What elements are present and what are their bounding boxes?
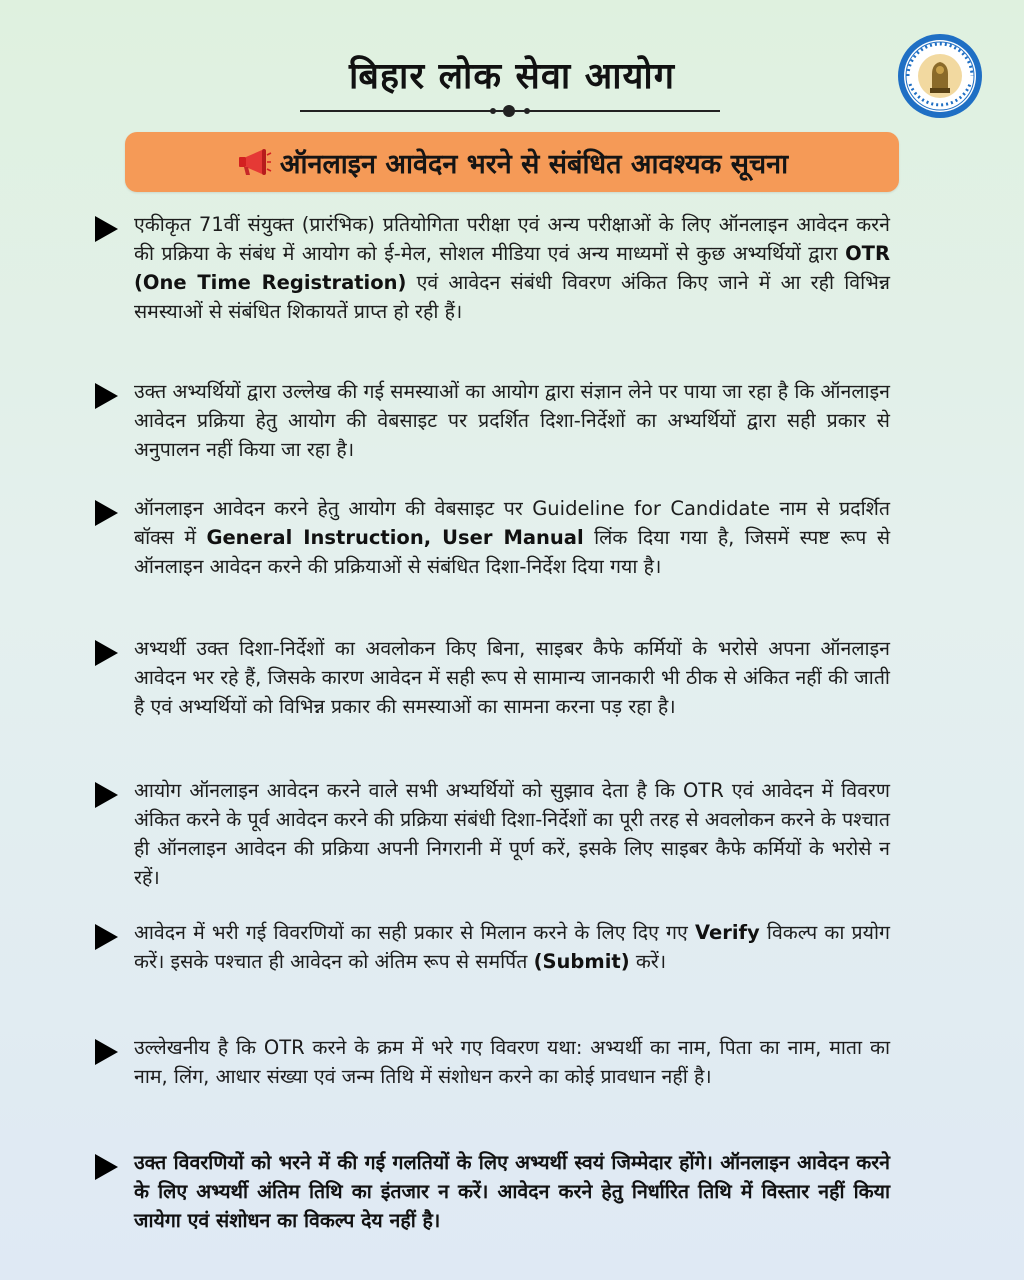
notice-banner: [125, 132, 899, 192]
banner-text: ऑनलाइन आवेदन भरने से संबंधित आवश्यक सूचना: [279, 148, 789, 180]
point-text-emphasis: उक्त विवरणियों को भरने में की गई गलतियों के लिए अभ्यर्थी स्वयं जिम्मेदार होंगे। ऑनलाइन आवेदन करने के लिए अभ्यर्थी अंतिम तिथि का इंतजार न करें। आवेदन करने हेतु निर्धारित तिथि में विस्तार नहीं किया जायेगा एवं संशोधन का विकल्प देय नहीं है।: [134, 1151, 890, 1232]
play-arrow-icon: [92, 780, 120, 810]
play-arrow-icon: [92, 1152, 120, 1182]
play-arrow-icon: [92, 214, 120, 244]
list-item: [90, 918, 890, 976]
point-text: आयोग ऑनलाइन आवेदन करने वाले सभी अभ्यर्थियों को सुझाव देता है कि OTR एवं आवेदन में विवरण अंकित करने के पूर्व आवेदन करने की प्रक्रिया संबंधी दिशा-निर्देशों का पूरी तरह से अवलोकन करने के पश्चात ही ऑनलाइन आवेदन की प्रक्रिया अपनी निगरानी में पूर्ण करें, इसके लिए साइबर कैफे कर्मियों के भरोसे न रहें।: [134, 779, 890, 889]
list-item: [90, 634, 890, 721]
list-item: [90, 377, 890, 464]
list-item: [90, 210, 890, 326]
point-text: ऑनलाइन आवेदन करने हेतु आयोग की वेबसाइट पर Guideline for Candidate नाम से प्रदर्शित बॉक्स में General Instruction, User Manual लिंक दिया गया है, जिसमें स्पष्ट रूप से ऑनलाइन आवेदन करने की प्रक्रियाओं से संबंधित दिशा-निर्देश दिया गया है।: [134, 497, 890, 578]
title-underline: [300, 104, 720, 118]
point-text: आवेदन में भरी गई विवरणियों का सही प्रकार से मिलान करने के लिए दिए गए Verify विकल्प का प्रयोग करें। इसके पश्चात ही आवेदन को अंतिम रूप से समर्पित (Submit) करें।: [134, 921, 890, 973]
point-text: अभ्यर्थी उक्त दिशा-निर्देशों का अवलोकन किए बिना, साइबर कैफे कर्मियों के भरोसे अपना ऑनलाइन आवेदन भर रहे हैं, जिसके कारण आवेदन में सही रूप से सामान्य जानकारी भी ठीक से अंकित नहीं की जाती है एवं अभ्यर्थियों को विभिन्न प्रकार की समस्याओं का सामना करना पड़ रहा है।: [134, 637, 890, 718]
point-text: एकीकृत 71वीं संयुक्त (प्रारंभिक) प्रतियोगिता परीक्षा एवं अन्य परीक्षाओं के लिए ऑनलाइन आवेदन करने की प्रक्रिया के संबंध में आयोग को ई-मेल, सोशल मीडिया एवं अन्य माध्यमों से कुछ अभ्यर्थियों द्वारा OTR (One Time Registration) एवं आवेदन संबंधी विवरण अंकित किए जाने में आ रही विभिन्न समस्याओं से संबंधित शिकायतें प्राप्त हो रही हैं।: [134, 213, 890, 323]
play-arrow-icon: [92, 638, 120, 668]
list-item: [90, 776, 890, 892]
header: [0, 0, 1024, 130]
play-arrow-icon: [92, 922, 120, 952]
list-item: [90, 1148, 890, 1235]
bpsc-emblem-icon: [896, 32, 984, 120]
play-arrow-icon: [92, 381, 120, 411]
list-item: [90, 494, 890, 581]
page-title: बिहार लोक सेवा आयोग: [349, 56, 675, 97]
point-text: उल्लेखनीय है कि OTR करने के क्रम में भरे गए विवरण यथा: अभ्यर्थी का नाम, पिता का नाम, माता का नाम, लिंग, आधार संख्या एवं जन्म तिथि में संशोधन करने का कोई प्रावधान नहीं है।: [134, 1036, 890, 1088]
point-text: उक्त अभ्यर्थियों द्वारा उल्लेख की गई समस्याओं का आयोग द्वारा संज्ञान लेने पर पाया जा रहा है कि ऑनलाइन आवेदन प्रक्रिया हेतु आयोग की वेबसाइट पर प्रदर्शित दिशा-निर्देशों का अभ्यर्थियों द्वारा सही प्रकार से अनुपालन नहीं किया जा रहा है।: [134, 380, 890, 461]
megaphone-icon: [236, 147, 272, 177]
play-arrow-icon: [92, 1037, 120, 1067]
play-arrow-icon: [92, 498, 120, 528]
list-item: [90, 1033, 890, 1091]
